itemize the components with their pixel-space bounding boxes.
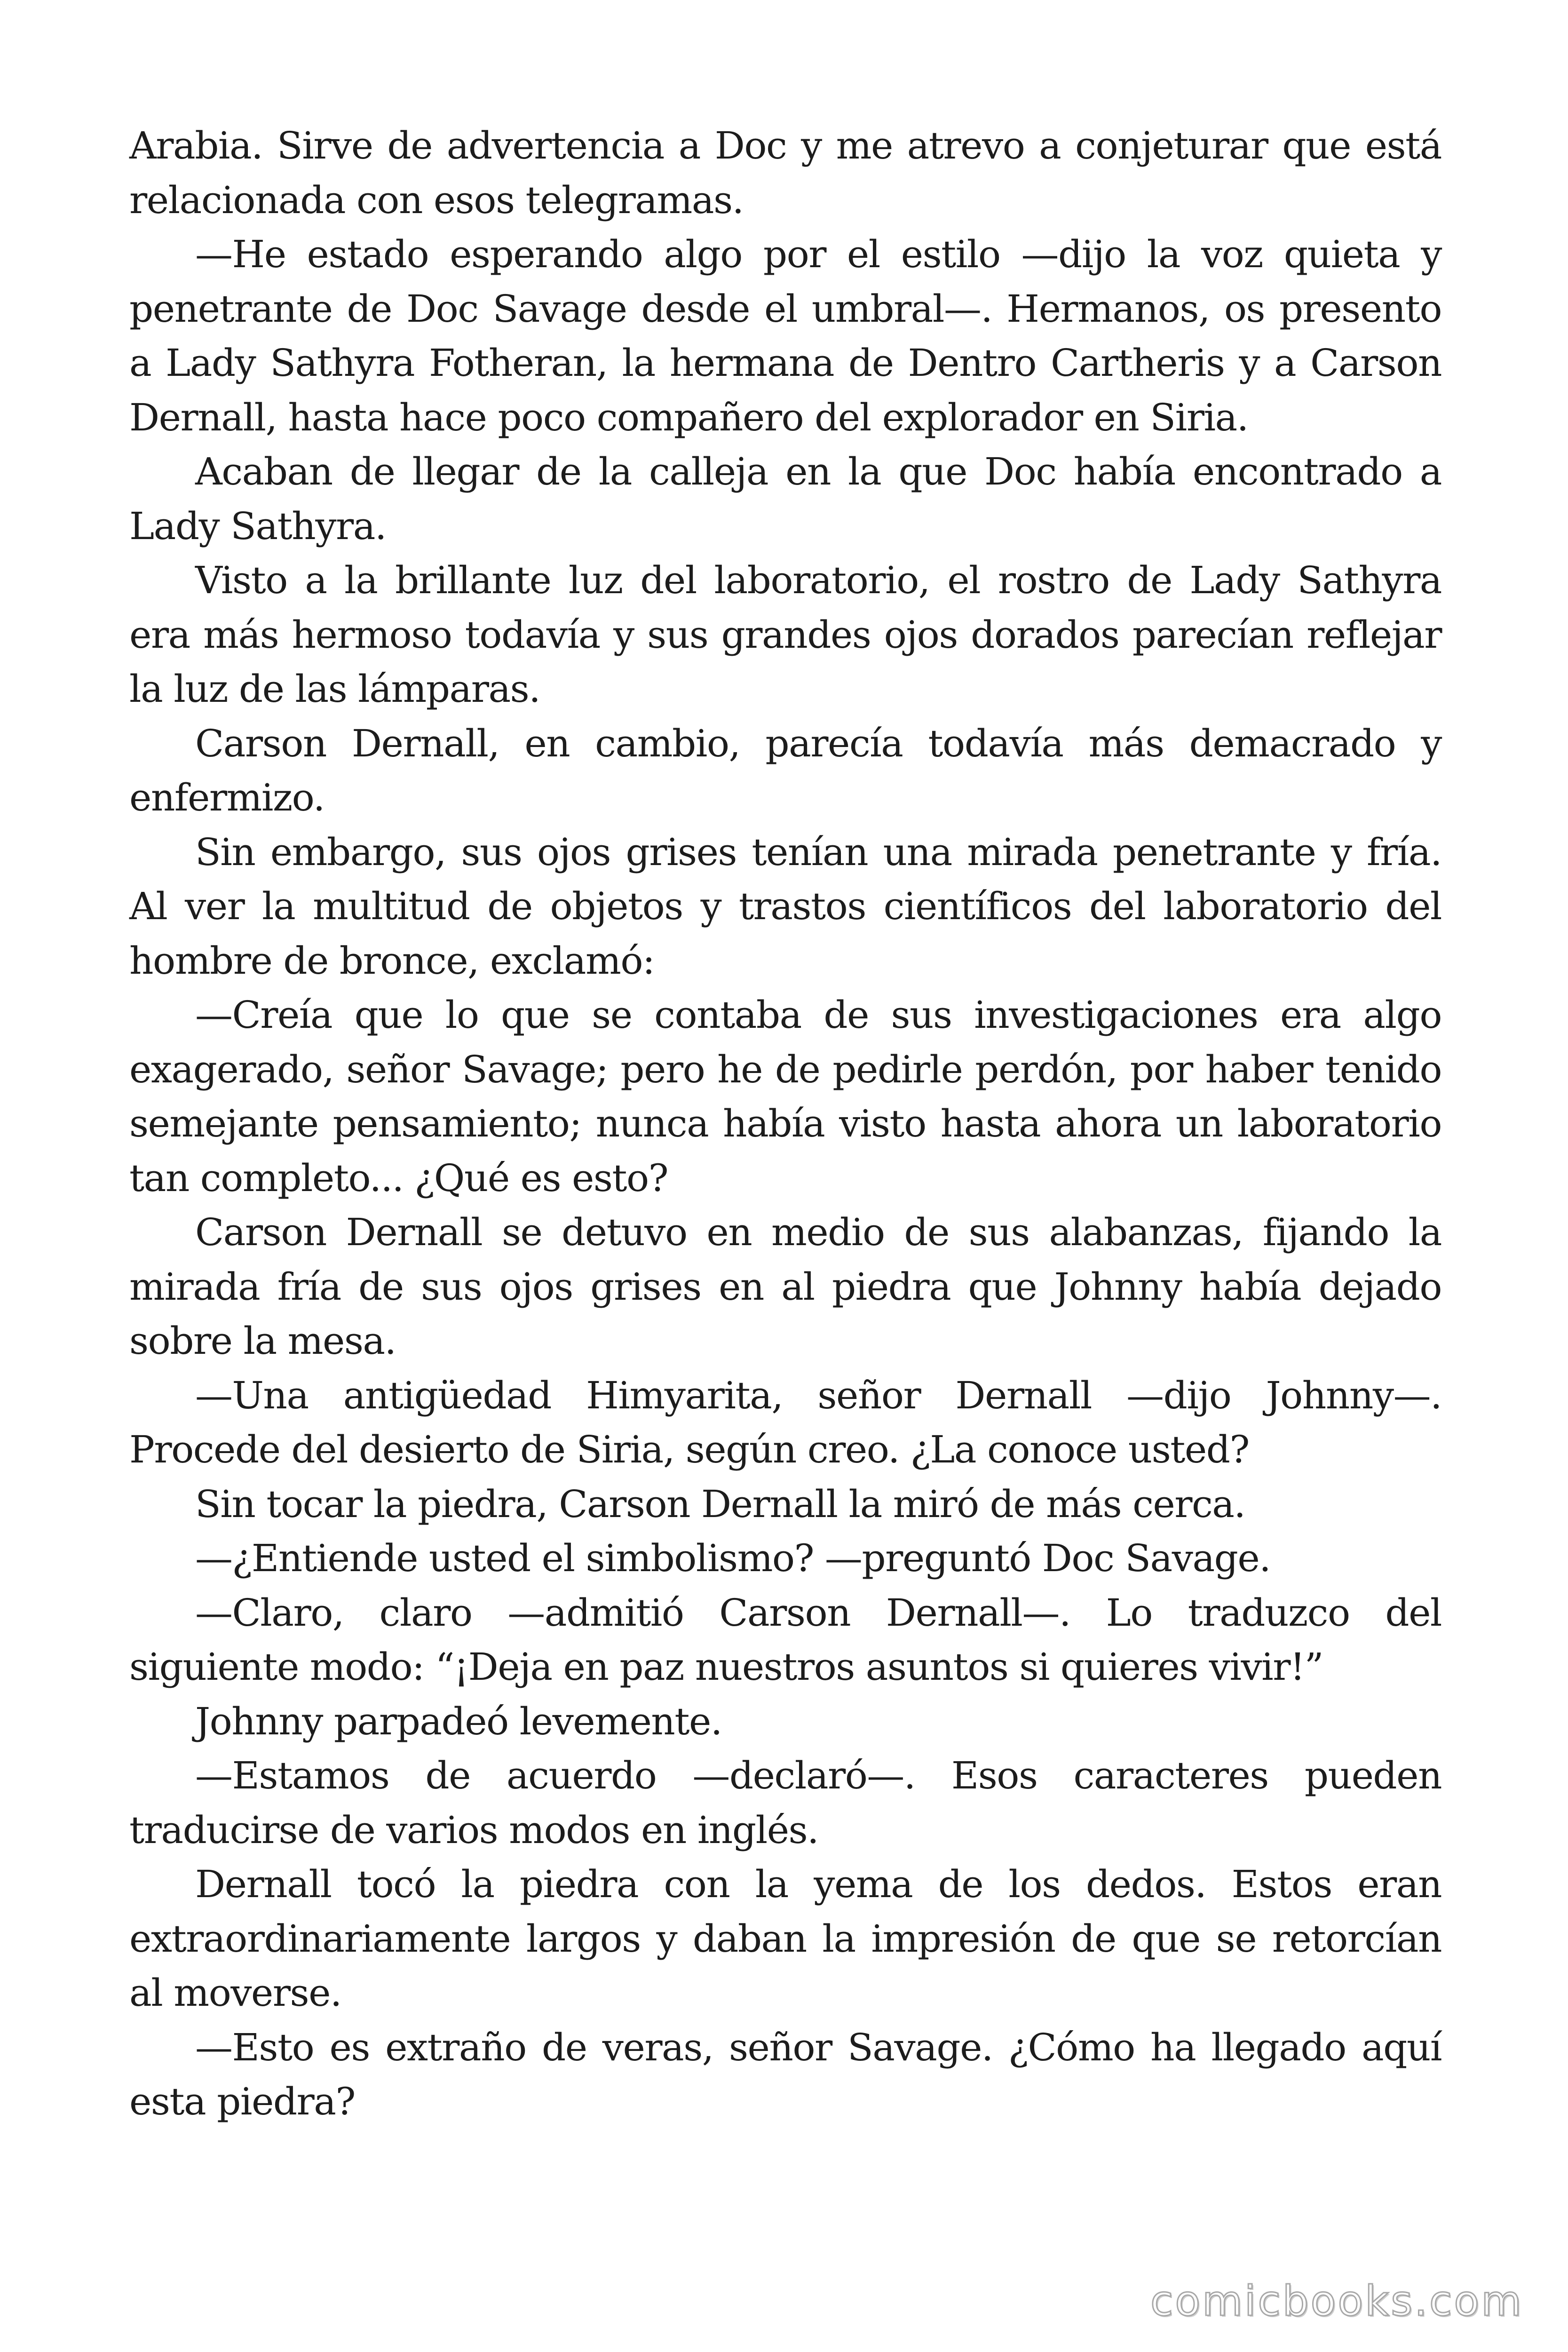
paragraph: —Claro, claro —admitió Carson Dernall—. Lo traduzco del siguiente modo: “¡Deja en paz nuestros asuntos si quieres vivir!” [129, 1590, 1441, 1689]
paragraph: —Creía que lo que se contaba de sus investigaciones era algo exagerado, señor Savage; pero he de pedirle perdón, por haber tenido semejante pensamiento; nunca había visto hasta ahora un laboratorio tan completo... ¿Qué es esto? [129, 993, 1441, 1200]
paragraph: Sin embargo, sus ojos grises tenían una mirada penetrante y fría. Al ver la multitud de objetos y trastos científicos del laboratorio del hombre de bronce, exclamó: [129, 830, 1441, 983]
page-body-text [129, 119, 1441, 2129]
paragraph: —¿Entiende usted el simbolismo? —preguntó Doc Savage. [195, 1536, 1271, 1580]
watermark: comicbooks.com [1150, 2277, 1523, 2325]
paragraph: —Estamos de acuerdo —declaró—. Esos caracteres pueden traducirse de varios modos en inglés. [129, 1754, 1441, 1852]
paragraph: Visto a la brillante luz del laboratorio, el rostro de Lady Sathyra era más hermoso todavía y sus grandes ojos dorados parecían reflejar la luz de las lámparas. [129, 558, 1441, 711]
paragraph: —Esto es extraño de veras, señor Savage. ¿Cómo ha llegado aquí esta piedra? [129, 2025, 1441, 2123]
paragraph: Arabia. Sirve de advertencia a Doc y me atrevo a conjeturar que está relacionada con esos telegramas. [129, 124, 1441, 222]
paragraph: Dernall tocó la piedra con la yema de los dedos. Estos eran extraordinariamente largos y daban la impresión de que se retorcían al moverse. [129, 1862, 1441, 2015]
paragraph: Johnny parpadeó levemente. [195, 1699, 722, 1743]
paragraph: Acaban de llegar de la calleja en la que Doc había encontrado a Lady Sathyra. [129, 450, 1441, 548]
paragraph: Carson Dernall se detuvo en medio de sus alabanzas, fijando la mirada fría de sus ojos grises en al piedra que Johnny había dejado sobre la mesa. [129, 1210, 1441, 1363]
paragraph: —He estado esperando algo por el estilo —dijo la voz quieta y penetrante de Doc Savage desde el umbral—. Hermanos, os presento a Lady Sathyra Fotheran, la hermana de Dentro Cartheris y a Carson Dernall, hasta hace poco compañero del explorador en Siria. [129, 232, 1441, 439]
paragraph: Sin tocar la piedra, Carson Dernall la miró de más cerca. [195, 1482, 1245, 1526]
paragraph: —Una antigüedad Himyarita, señor Dernall —dijo Johnny—. Procede del desierto de Siria, según creo. ¿La conoce usted? [129, 1373, 1441, 1471]
paragraph: Carson Dernall, en cambio, parecía todavía más demacrado y enfermizo. [129, 721, 1441, 819]
